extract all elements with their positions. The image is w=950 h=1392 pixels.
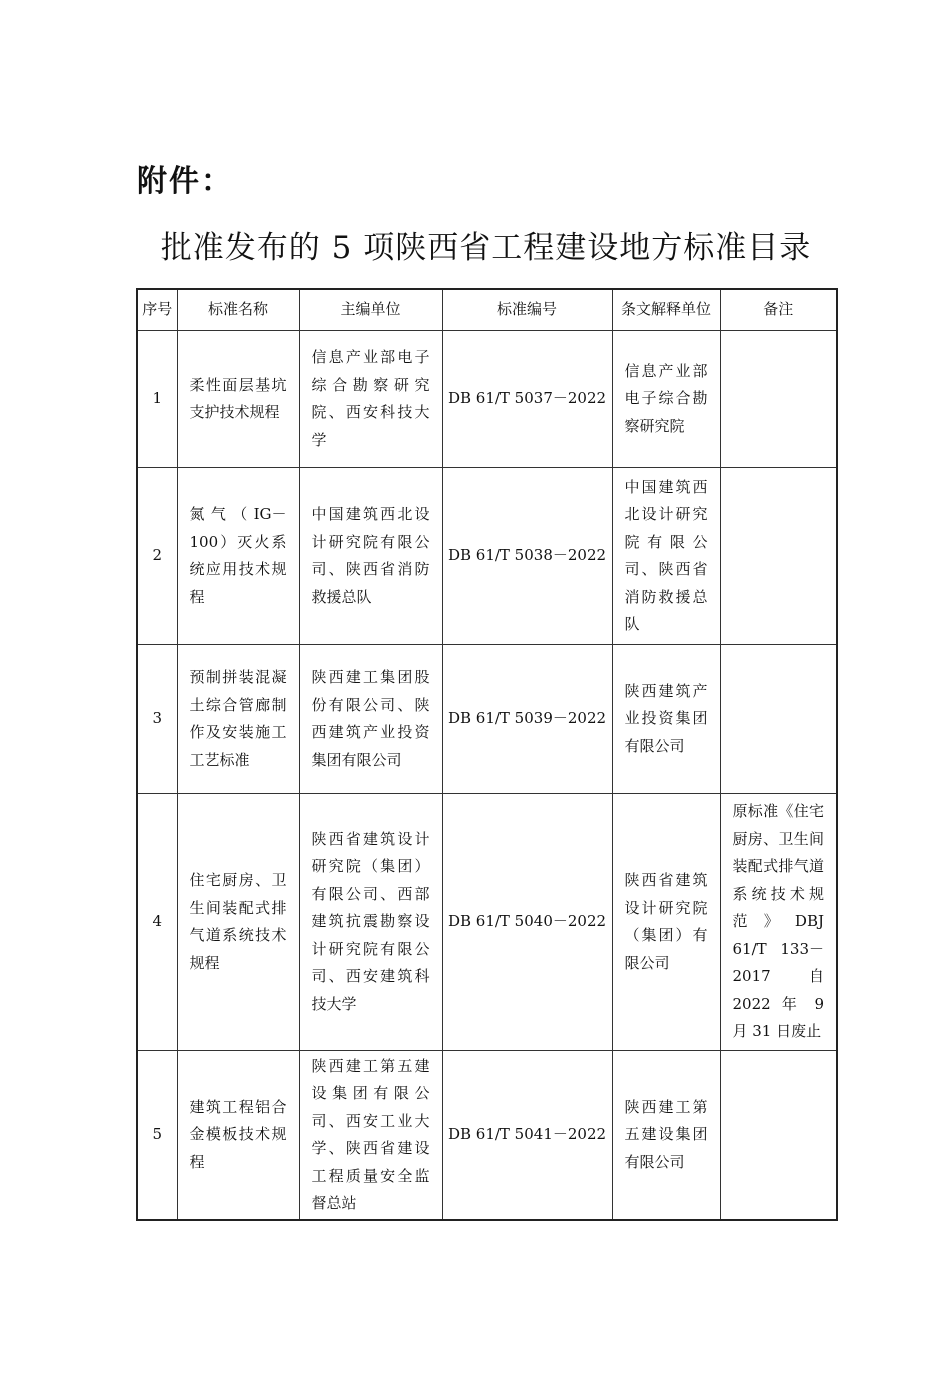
header-note: 备注 — [720, 289, 837, 331]
header-code: 标准编号 — [442, 289, 612, 331]
cell-editor: 陕西省建筑设计研究院（集团）有限公司、西部建筑抗震勘察设计研究院有限公司、西安建筑科技大学 — [299, 794, 442, 1051]
table-row — [137, 1051, 837, 1221]
standards-table — [136, 288, 838, 1221]
cell-note — [720, 1051, 837, 1221]
cell-name: 氮气（IG－100）灭火系统应用技术规程 — [177, 468, 299, 645]
cell-editor: 中国建筑西北设计研究院有限公司、陕西省消防救援总队 — [299, 468, 442, 645]
cell-note — [720, 468, 837, 645]
cell-code: DB 61/T 5041－2022 — [442, 1051, 612, 1221]
cell-name: 预制拼装混凝土综合管廊制作及安装施工工艺标准 — [177, 645, 299, 794]
cell-editor: 陕西建工第五建设集团有限公司、西安工业大学、陕西省建设工程质量安全监督总站 — [299, 1051, 442, 1221]
cell-note: 原标准《住宅厨房、卫生间装配式排气道系统技术规范》DBJ 61/T 133－2017 自 2022 年 9 月 31 日废止 — [720, 794, 837, 1051]
cell-seq: 1 — [137, 331, 177, 468]
attachment-label: 附件： — [137, 164, 233, 199]
header-name: 标准名称 — [177, 289, 299, 331]
cell-name: 柔性面层基坑支护技术规程 — [177, 331, 299, 468]
cell-code: DB 61/T 5039－2022 — [442, 645, 612, 794]
table-header-row — [137, 289, 837, 331]
cell-seq: 2 — [137, 468, 177, 645]
cell-interpreter: 陕西省建筑设计研究院（集团）有限公司 — [612, 794, 720, 1051]
cell-code: DB 61/T 5040－2022 — [442, 794, 612, 1051]
table-row — [137, 794, 837, 1051]
table-row — [137, 645, 837, 794]
table-row — [137, 468, 837, 645]
cell-editor: 信息产业部电子综合勘察研究院、西安科技大学 — [299, 331, 442, 468]
cell-code: DB 61/T 5038－2022 — [442, 468, 612, 645]
cell-editor: 陕西建工集团股份有限公司、陕西建筑产业投资集团有限公司 — [299, 645, 442, 794]
cell-interpreter: 陕西建筑产业投资集团有限公司 — [612, 645, 720, 794]
cell-name: 住宅厨房、卫生间装配式排气道系统技术规程 — [177, 794, 299, 1051]
header-editor: 主编单位 — [299, 289, 442, 331]
header-interpreter: 条文解释单位 — [612, 289, 720, 331]
cell-note — [720, 331, 837, 468]
cell-interpreter: 陕西建工第五建设集团有限公司 — [612, 1051, 720, 1221]
cell-seq: 5 — [137, 1051, 177, 1221]
cell-name: 建筑工程铝合金模板技术规程 — [177, 1051, 299, 1221]
cell-seq: 4 — [137, 794, 177, 1051]
document-title: 批准发布的 5 项陕西省工程建设地方标准目录 — [160, 230, 812, 266]
cell-seq: 3 — [137, 645, 177, 794]
cell-interpreter: 信息产业部电子综合勘察研究院 — [612, 331, 720, 468]
cell-interpreter: 中国建筑西北设计研究院有限公司、陕西省消防救援总队 — [612, 468, 720, 645]
cell-note — [720, 645, 837, 794]
header-seq: 序号 — [137, 289, 177, 331]
table-row — [137, 331, 837, 468]
cell-code: DB 61/T 5037－2022 — [442, 331, 612, 468]
